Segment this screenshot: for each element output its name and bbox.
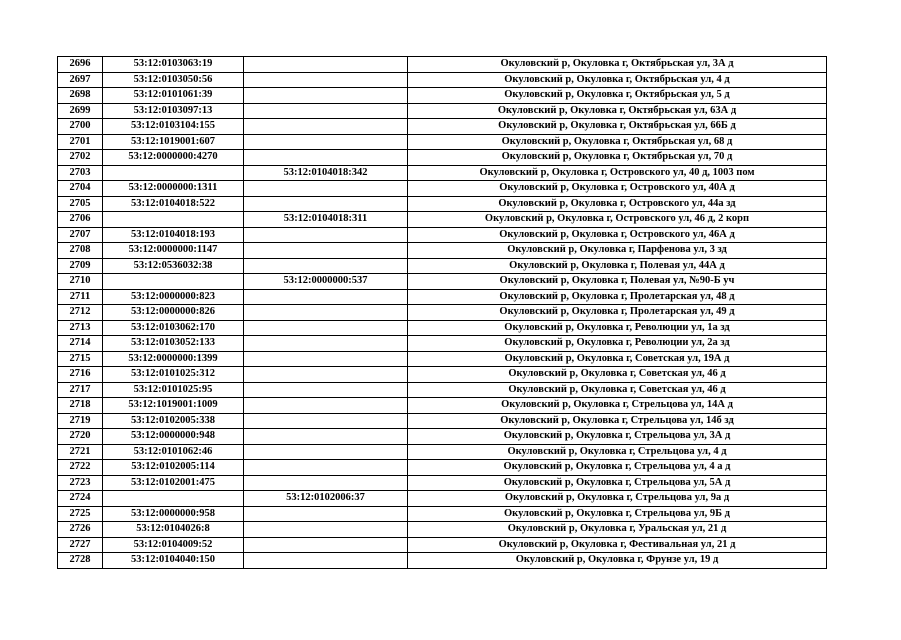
address-cell: Окуловский р, Окуловка г, Островского ул, 46А д [408,227,827,243]
row-number-cell: 2726 [58,522,103,538]
parent-cadastral-number-cell [244,243,408,259]
row-number-cell: 2701 [58,134,103,150]
table-row [58,72,827,88]
table-row [58,522,827,538]
cadastral-number-cell: 53:12:0101025:95 [103,382,244,398]
table-row [58,367,827,383]
address-cell: Окуловский р, Окуловка г, Октябрьская ул, 66Б д [408,119,827,135]
row-number-cell: 2699 [58,103,103,119]
parent-cadastral-number-cell [244,150,408,166]
cadastral-number-cell [103,165,244,181]
address-cell: Окуловский р, Окуловка г, Пролетарская ул, 49 д [408,305,827,321]
table-row [58,491,827,507]
table-row [58,336,827,352]
cadastral-number-cell [103,491,244,507]
cadastral-number-cell: 53:12:0000000:948 [103,429,244,445]
table-row [58,460,827,476]
address-cell: Окуловский р, Окуловка г, Стрельцова ул, 9а д [408,491,827,507]
table-row [58,351,827,367]
parent-cadastral-number-cell [244,537,408,553]
cadastral-number-cell: 53:12:0102005:114 [103,460,244,476]
cadastral-number-cell: 53:12:0000000:4270 [103,150,244,166]
table-row [58,165,827,181]
address-cell: Окуловский р, Окуловка г, Октябрьская ул, 68 д [408,134,827,150]
row-number-cell: 2713 [58,320,103,336]
table-row [58,196,827,212]
row-number-cell: 2704 [58,181,103,197]
address-cell: Окуловский р, Окуловка г, Парфенова ул, 3 зд [408,243,827,259]
table-row [58,227,827,243]
table-row [58,305,827,321]
table-row [58,258,827,274]
parent-cadastral-number-cell [244,444,408,460]
table-row [58,553,827,569]
cadastral-number-cell: 53:12:0103050:56 [103,72,244,88]
table-row [58,134,827,150]
address-cell: Окуловский р, Окуловка г, Островского ул, 44а зд [408,196,827,212]
cadastral-number-cell: 53:12:0000000:958 [103,506,244,522]
cadastral-number-cell: 53:12:1019001:607 [103,134,244,150]
table-row [58,398,827,414]
parent-cadastral-number-cell [244,382,408,398]
table-row [58,88,827,104]
cadastral-number-cell: 53:12:0000000:1147 [103,243,244,259]
table-row [58,119,827,135]
parent-cadastral-number-cell [244,367,408,383]
row-number-cell: 2725 [58,506,103,522]
cadastral-number-cell: 53:12:0103063:19 [103,57,244,73]
address-cell: Окуловский р, Окуловка г, Островского ул, 40А д [408,181,827,197]
parent-cadastral-number-cell [244,134,408,150]
row-number-cell: 2724 [58,491,103,507]
table-row [58,289,827,305]
parent-cadastral-number-cell [244,413,408,429]
cadastral-number-cell: 53:12:1019001:1009 [103,398,244,414]
row-number-cell: 2700 [58,119,103,135]
parent-cadastral-number-cell [244,305,408,321]
address-cell: Окуловский р, Окуловка г, Полевая ул, №90-Б уч [408,274,827,290]
parent-cadastral-number-cell [244,258,408,274]
parent-cadastral-number-cell [244,196,408,212]
row-number-cell: 2728 [58,553,103,569]
table-row [58,444,827,460]
address-cell: Окуловский р, Окуловка г, Советская ул, 19А д [408,351,827,367]
cadastral-number-cell: 53:12:0103097:13 [103,103,244,119]
row-number-cell: 2718 [58,398,103,414]
cadastral-number-cell: 53:12:0101025:312 [103,367,244,383]
address-cell: Окуловский р, Окуловка г, Фрунзе ул, 19 д [408,553,827,569]
cadastral-number-cell: 53:12:0101062:46 [103,444,244,460]
parent-cadastral-number-cell: 53:12:0104018:342 [244,165,408,181]
cadastral-number-cell: 53:12:0101061:39 [103,88,244,104]
row-number-cell: 2716 [58,367,103,383]
parent-cadastral-number-cell [244,320,408,336]
parent-cadastral-number-cell [244,227,408,243]
row-number-cell: 2720 [58,429,103,445]
parent-cadastral-number-cell [244,398,408,414]
table-row [58,103,827,119]
table-row [58,506,827,522]
parent-cadastral-number-cell [244,181,408,197]
table-row [58,181,827,197]
cadastral-number-cell [103,274,244,290]
row-number-cell: 2705 [58,196,103,212]
address-cell: Окуловский р, Окуловка г, Советская ул, 46 д [408,382,827,398]
parent-cadastral-number-cell [244,351,408,367]
row-number-cell: 2710 [58,274,103,290]
row-number-cell: 2707 [58,227,103,243]
cadastral-number-cell [103,212,244,228]
table-row [58,274,827,290]
table-row [58,320,827,336]
parent-cadastral-number-cell [244,88,408,104]
parent-cadastral-number-cell: 53:12:0000000:537 [244,274,408,290]
table-body [58,57,827,569]
row-number-cell: 2719 [58,413,103,429]
row-number-cell: 2721 [58,444,103,460]
cadastral-number-cell: 53:12:0103052:133 [103,336,244,352]
table-row [58,243,827,259]
address-cell: Окуловский р, Окуловка г, Полевая ул, 44А д [408,258,827,274]
address-cell: Окуловский р, Окуловка г, Октябрьская ул, 63А д [408,103,827,119]
parent-cadastral-number-cell: 53:12:0102006:37 [244,491,408,507]
cadastral-number-cell: 53:12:0102001:475 [103,475,244,491]
address-cell: Окуловский р, Окуловка г, Стрельцова ул, 4 а д [408,460,827,476]
cadastral-number-cell: 53:12:0104009:52 [103,537,244,553]
row-number-cell: 2703 [58,165,103,181]
cadastral-number-cell: 53:12:0104026:8 [103,522,244,538]
address-cell: Окуловский р, Окуловка г, Стрельцова ул, 3А д [408,429,827,445]
address-cell: Окуловский р, Окуловка г, Фестивальная ул, 21 д [408,537,827,553]
parent-cadastral-number-cell [244,460,408,476]
parent-cadastral-number-cell [244,429,408,445]
parent-cadastral-number-cell [244,57,408,73]
cadastral-number-cell: 53:12:0000000:1399 [103,351,244,367]
row-number-cell: 2696 [58,57,103,73]
parent-cadastral-number-cell [244,522,408,538]
table-row [58,382,827,398]
parent-cadastral-number-cell: 53:12:0104018:311 [244,212,408,228]
row-number-cell: 2697 [58,72,103,88]
parent-cadastral-number-cell [244,72,408,88]
table-row [58,150,827,166]
table-row [58,57,827,73]
table-row [58,413,827,429]
row-number-cell: 2727 [58,537,103,553]
row-number-cell: 2706 [58,212,103,228]
row-number-cell: 2723 [58,475,103,491]
address-cell: Окуловский р, Окуловка г, Пролетарская ул, 48 д [408,289,827,305]
cadastral-number-cell: 53:12:0104018:522 [103,196,244,212]
address-cell: Окуловский р, Окуловка г, Стрельцова ул, 5А д [408,475,827,491]
row-number-cell: 2717 [58,382,103,398]
row-number-cell: 2702 [58,150,103,166]
row-number-cell: 2709 [58,258,103,274]
cadastral-number-cell: 53:12:0536032:38 [103,258,244,274]
parent-cadastral-number-cell [244,103,408,119]
cadastral-number-cell: 53:12:0103104:155 [103,119,244,135]
address-cell: Окуловский р, Окуловка г, Советская ул, 46 д [408,367,827,383]
row-number-cell: 2698 [58,88,103,104]
address-registry-table [57,56,827,569]
cadastral-number-cell: 53:12:0102005:338 [103,413,244,429]
address-cell: Окуловский р, Окуловка г, Октябрьская ул, 70 д [408,150,827,166]
cadastral-number-cell: 53:12:0000000:826 [103,305,244,321]
address-cell: Окуловский р, Окуловка г, Стрельцова ул, 4 д [408,444,827,460]
address-cell: Окуловский р, Окуловка г, Октябрьская ул, 4 д [408,72,827,88]
address-cell: Окуловский р, Окуловка г, Революции ул, 2а зд [408,336,827,352]
parent-cadastral-number-cell [244,119,408,135]
address-cell: Окуловский р, Окуловка г, Стрельцова ул, 14б зд [408,413,827,429]
parent-cadastral-number-cell [244,553,408,569]
table-row [58,212,827,228]
row-number-cell: 2715 [58,351,103,367]
row-number-cell: 2708 [58,243,103,259]
table-row [58,429,827,445]
cadastral-number-cell: 53:12:0103062:170 [103,320,244,336]
cadastral-number-cell: 53:12:0000000:1311 [103,181,244,197]
parent-cadastral-number-cell [244,336,408,352]
cadastral-number-cell: 53:12:0000000:823 [103,289,244,305]
address-cell: Окуловский р, Окуловка г, Островского ул, 40 д, 1003 пом [408,165,827,181]
table-row [58,475,827,491]
address-cell: Окуловский р, Окуловка г, Октябрьская ул, 5 д [408,88,827,104]
address-cell: Окуловский р, Окуловка г, Островского ул, 46 д, 2 корп [408,212,827,228]
address-cell: Окуловский р, Окуловка г, Революции ул, 1а зд [408,320,827,336]
row-number-cell: 2722 [58,460,103,476]
parent-cadastral-number-cell [244,289,408,305]
address-cell: Окуловский р, Окуловка г, Октябрьская ул, 3А д [408,57,827,73]
parent-cadastral-number-cell [244,506,408,522]
row-number-cell: 2711 [58,289,103,305]
address-cell: Окуловский р, Окуловка г, Уральская ул, 21 д [408,522,827,538]
cadastral-number-cell: 53:12:0104018:193 [103,227,244,243]
parent-cadastral-number-cell [244,475,408,491]
row-number-cell: 2714 [58,336,103,352]
table-row [58,537,827,553]
row-number-cell: 2712 [58,305,103,321]
address-cell: Окуловский р, Окуловка г, Стрельцова ул, 9Б д [408,506,827,522]
address-cell: Окуловский р, Окуловка г, Стрельцова ул, 14А д [408,398,827,414]
cadastral-number-cell: 53:12:0104040:150 [103,553,244,569]
